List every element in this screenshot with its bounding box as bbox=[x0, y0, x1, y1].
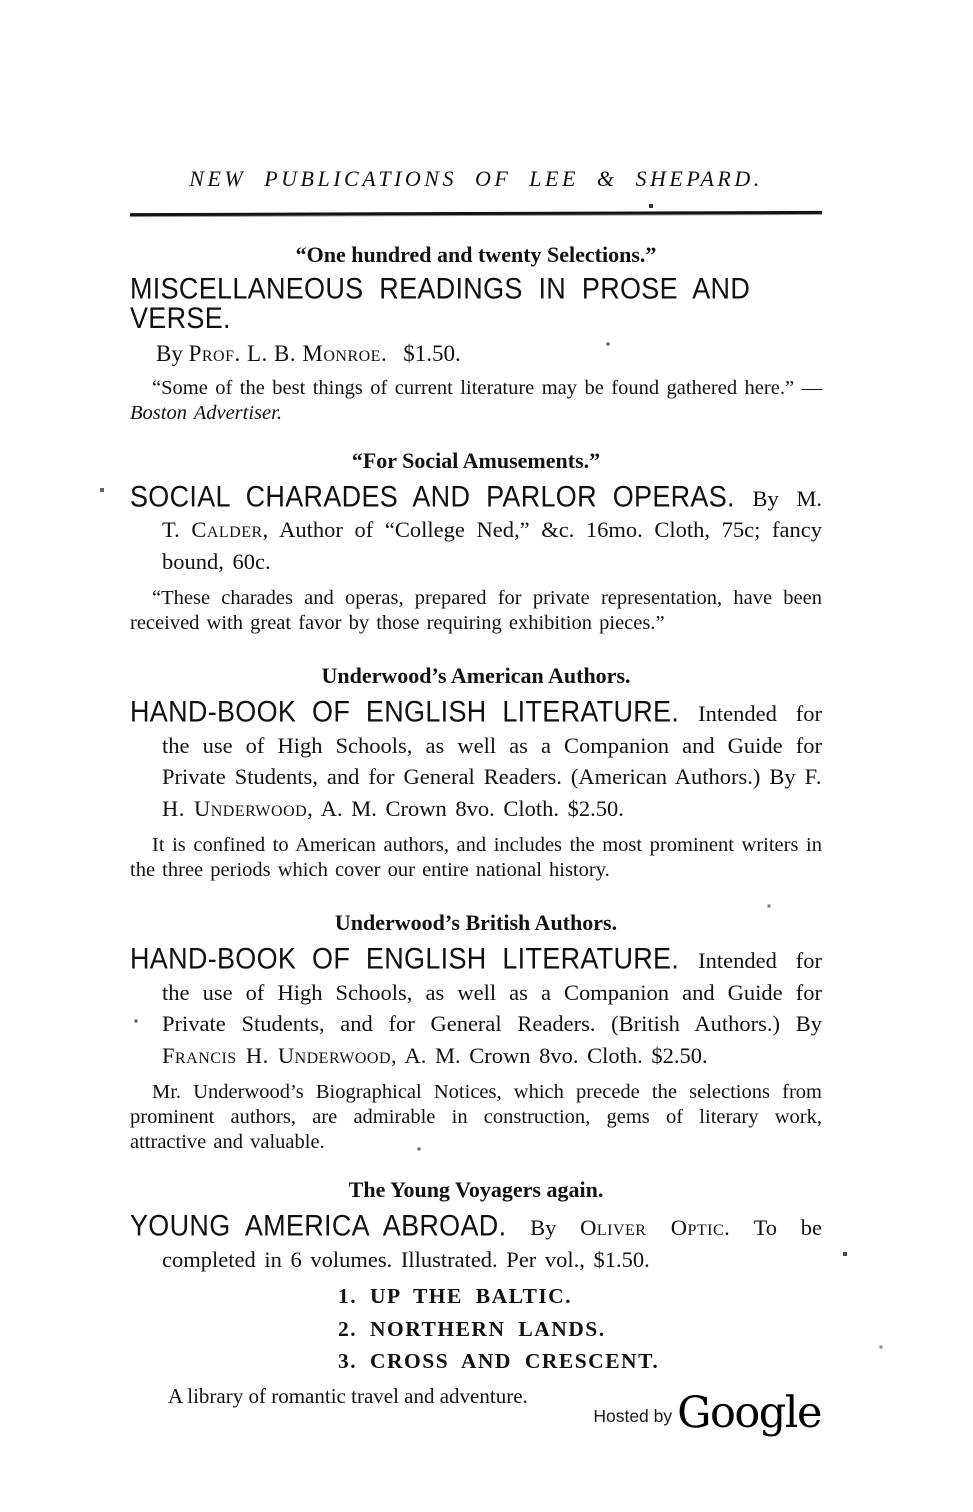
section-british-authors bbox=[130, 910, 822, 1155]
text-fragment: To be completed in 6 volumes. Illustrated. Per vol., $1.50. bbox=[162, 1215, 822, 1272]
volume-list-item: 1. UP THE BALTIC. bbox=[338, 1284, 573, 1308]
volume-list-item: 2. NORTHERN LANDS. bbox=[338, 1316, 606, 1341]
section-social-charades bbox=[130, 448, 822, 637]
page-content bbox=[130, 166, 822, 1409]
text-fragment: Intended for the use of High Schools, as well as a Companion and Guide for Private Students, and for General Readers. (American Authors.) By bbox=[162, 701, 822, 789]
book-byline bbox=[156, 340, 822, 367]
book-title: MISCELLANEOUS READINGS IN PROSE AND VERSE. bbox=[130, 272, 751, 335]
tagline: Underwood’s American Authors. bbox=[321, 663, 631, 688]
volume-list-item: 3. CROSS AND CRESCENT. bbox=[338, 1349, 660, 1373]
tagline: “For Social Amusements.” bbox=[351, 447, 601, 473]
text-fragment: Intended for the use of High Schools, as well as a Companion and Guide for Private Students, and for General Readers. (British Authors.) By bbox=[162, 948, 822, 1036]
divider-rule bbox=[130, 211, 822, 216]
section-young-america-abroad bbox=[130, 1177, 822, 1409]
text-fragment: “Some of the best things of current literature may be found gathered here.” — bbox=[152, 376, 822, 399]
book-entry bbox=[130, 480, 823, 578]
book-title: SOCIAL CHARADES AND PARLOR OPERAS. bbox=[130, 480, 735, 513]
book-title: YOUNG AMERICA ABROAD. bbox=[130, 1209, 507, 1243]
book-title: HAND-BOOK OF ENGLISH LITERATURE. bbox=[130, 695, 680, 729]
author-name: Calder, bbox=[191, 517, 269, 542]
book-entry bbox=[130, 695, 822, 824]
price: $1.50. bbox=[403, 340, 461, 366]
review-quote: “These charades and operas, prepared for private representation, have been received with great favor by those requiring exhibition pieces.” bbox=[130, 587, 822, 634]
section-miscellaneous-readings bbox=[130, 242, 822, 426]
running-head: NEW PUBLICATIONS OF LEE & SHEPARD. bbox=[189, 166, 763, 191]
book-title: HAND-BOOK OF ENGLISH LITERATURE. bbox=[130, 942, 680, 976]
scan-specks bbox=[0, 0, 2, 2]
tagline: Underwood’s British Authors. bbox=[334, 910, 618, 935]
text-fragment: A. M. Crown 8vo. Cloth. $2.50. bbox=[397, 1042, 708, 1068]
review-source: Boston Advertiser. bbox=[130, 401, 282, 424]
book-entry bbox=[130, 942, 822, 1071]
review-quote: It is confined to American authors, and includes the most prominent writers in the three periods which cover our entire national history. bbox=[130, 834, 822, 881]
author-name: F. H. Underwood, bbox=[162, 764, 822, 821]
review-quote bbox=[130, 376, 822, 426]
tagline: The Young Voyagers again. bbox=[348, 1177, 604, 1202]
book-entry bbox=[130, 1209, 822, 1275]
google-books-footer bbox=[593, 1388, 821, 1438]
author-name: Francis H. Underwood, bbox=[162, 1042, 398, 1068]
volume-list bbox=[338, 1280, 822, 1378]
google-logo: Google bbox=[677, 1388, 821, 1438]
text-fragment: Author of “College Ned,” &c. 16mo. Cloth, 75c; fancy bound, 60c. bbox=[162, 517, 823, 574]
text-fragment: By bbox=[506, 1215, 581, 1240]
section-american-authors bbox=[130, 663, 822, 883]
review-quote: Mr. Underwood’s Biographical Notices, which precede the selections from prominent authors, are admirable in construction, gems of literary work, attractive and valuable. bbox=[130, 1081, 822, 1153]
text-fragment: By bbox=[156, 340, 189, 366]
text-fragment: A. M. Crown 8vo. Cloth. $2.50. bbox=[313, 795, 624, 821]
author-name: Oliver Optic. bbox=[580, 1215, 731, 1240]
book-entry bbox=[130, 272, 822, 335]
series-note: A library of romantic travel and adventure. bbox=[168, 1383, 528, 1408]
text-fragment: By M. T. bbox=[162, 485, 822, 542]
tagline: “One hundred and twenty Selections.” bbox=[295, 242, 657, 267]
hosted-by-label: Hosted by bbox=[593, 1406, 673, 1426]
author-name: Prof. L. B. Monroe. bbox=[188, 340, 388, 366]
